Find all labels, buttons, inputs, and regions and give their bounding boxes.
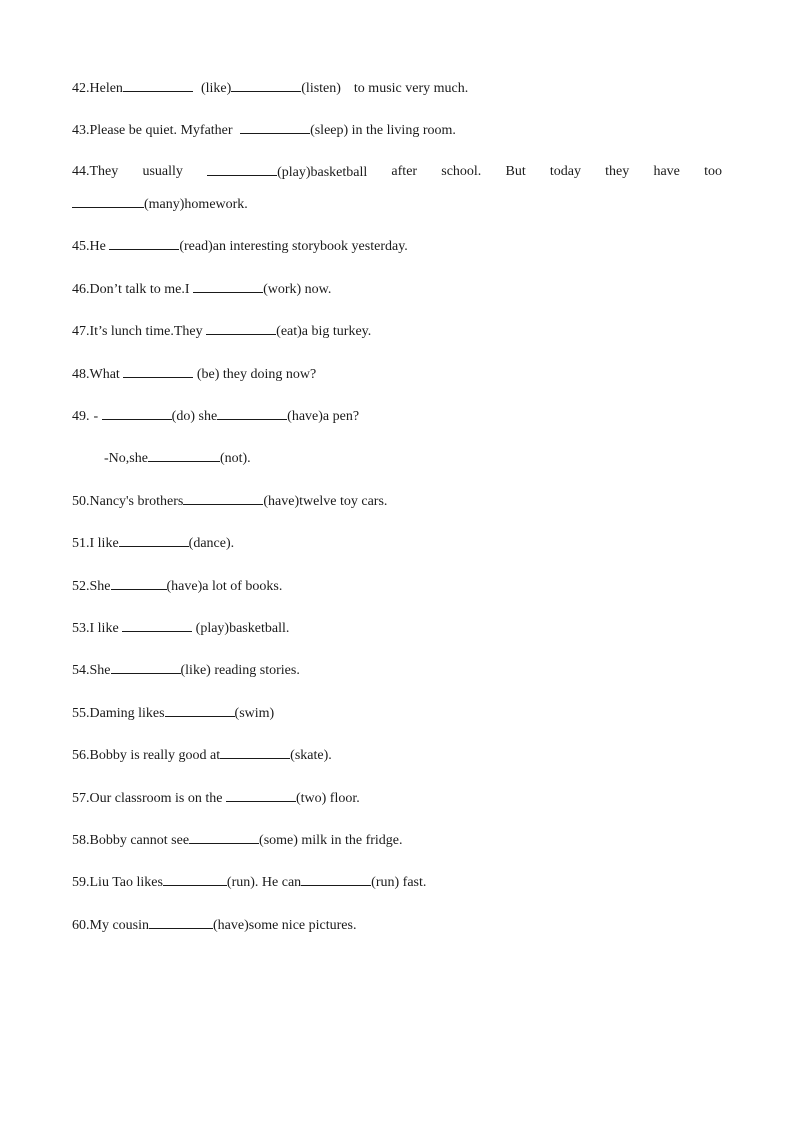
exercise-text: (some) milk in the fridge. — [259, 833, 403, 848]
exercise-text: (swim) — [234, 706, 275, 721]
exercise-text: (many)homework. — [144, 197, 248, 212]
exercise-text: too — [704, 164, 722, 179]
exercise-number: 42. — [72, 81, 90, 96]
exercise-44 — [72, 163, 722, 182]
exercise-text: (dance). — [188, 536, 235, 551]
exercise-text: She — [89, 663, 111, 678]
exercise-59 — [72, 873, 426, 892]
exercise-52 — [72, 577, 282, 596]
exercise-text: - — [93, 409, 102, 424]
exercise-text: (have)twelve toy cars. — [263, 494, 388, 509]
exercise-text: (skate). — [290, 748, 332, 763]
exercise-44-continued — [72, 195, 248, 214]
exercise-47 — [72, 322, 371, 341]
answer-blank[interactable] — [109, 237, 179, 250]
answer-blank[interactable] — [193, 280, 263, 293]
exercise-text: (sleep) in the living room. — [310, 123, 456, 138]
exercise-text: Helen — [89, 81, 123, 96]
exercise-49-answer — [104, 449, 251, 468]
answer-blank[interactable] — [165, 704, 235, 717]
exercise-text: Our classroom is on the — [89, 791, 226, 806]
exercise-43 — [72, 121, 456, 140]
exercise-text: usually — [142, 164, 183, 179]
exercise-45 — [72, 237, 408, 256]
exercise-text: (read)an interesting storybook yesterday. — [179, 239, 408, 254]
exercise-text: It’s lunch time.They — [89, 324, 207, 339]
answer-blank[interactable] — [72, 195, 144, 208]
exercise-text: (eat)a big turkey. — [276, 324, 372, 339]
exercise-text: (work) now. — [263, 282, 332, 297]
exercise-text: (listen) — [301, 81, 341, 96]
answer-blank[interactable] — [220, 746, 290, 759]
exercise-text: He — [89, 239, 110, 254]
exercise-text: (have)a pen? — [287, 409, 360, 424]
exercise-number: 50. — [72, 494, 90, 509]
exercise-text: Bobby is really good at — [89, 748, 221, 763]
exercise-text: to music very much. — [353, 81, 469, 96]
exercise-57 — [72, 789, 360, 808]
exercise-text: They — [89, 164, 119, 179]
exercise-number: 45. — [72, 239, 90, 254]
answer-blank[interactable] — [240, 121, 310, 134]
exercise-number: 56. — [72, 748, 90, 763]
exercise-54 — [72, 661, 300, 680]
exercise-text: (be) they doing now? — [193, 367, 317, 382]
exercise-text: have — [653, 164, 680, 179]
exercise-number: 54. — [72, 663, 90, 678]
exercise-text: they — [605, 164, 630, 179]
exercise-text: Daming likes — [89, 706, 165, 721]
exercise-text: She — [89, 579, 111, 594]
exercise-number: 55. — [72, 706, 90, 721]
exercise-number: 43. — [72, 123, 90, 138]
exercise-text: (run) fast. — [371, 875, 427, 890]
answer-blank[interactable] — [119, 534, 189, 547]
answer-blank[interactable] — [231, 79, 301, 92]
exercise-number: 49. — [72, 409, 90, 424]
exercise-number: 57. — [72, 791, 90, 806]
exercise-number: 53. — [72, 621, 90, 636]
answer-blank[interactable] — [102, 407, 172, 420]
exercise-number: 46. — [72, 282, 90, 297]
answer-blank[interactable] — [206, 322, 276, 335]
exercise-text: (do) she — [171, 409, 218, 424]
answer-blank[interactable] — [123, 365, 193, 378]
exercise-number: 58. — [72, 833, 90, 848]
answer-blank[interactable] — [183, 492, 263, 505]
exercise-60 — [72, 916, 356, 935]
exercise-text: I like — [89, 621, 123, 636]
answer-blank[interactable] — [226, 789, 296, 802]
exercise-text: (run). He can — [226, 875, 302, 890]
exercise-text: What — [89, 367, 124, 382]
answer-blank[interactable] — [163, 873, 227, 886]
exercise-text: today — [549, 164, 581, 179]
exercise-text: (have)a lot of books. — [166, 579, 283, 594]
answer-blank[interactable] — [148, 449, 220, 462]
exercise-number: 52. — [72, 579, 90, 594]
answer-blank[interactable] — [111, 577, 167, 590]
exercise-text: school. — [441, 164, 482, 179]
exercise-53 — [72, 619, 289, 638]
exercise-text: after — [391, 164, 418, 179]
exercise-text: (play)basketball — [277, 165, 368, 180]
exercise-text: (have)some nice pictures. — [213, 918, 357, 933]
exercise-text: Nancy's brothers — [89, 494, 184, 509]
answer-blank[interactable] — [122, 619, 192, 632]
exercise-number: 47. — [72, 324, 90, 339]
exercise-number: 60. — [72, 918, 90, 933]
answer-blank[interactable] — [217, 407, 287, 420]
exercise-text: But — [505, 164, 526, 179]
exercise-50 — [72, 492, 387, 511]
exercise-text: -No,she — [104, 451, 148, 466]
exercise-text: (like) reading stories. — [180, 663, 300, 678]
exercise-number: 51. — [72, 536, 90, 551]
exercise-text: My cousin — [89, 918, 149, 933]
exercise-text: I like — [89, 536, 119, 551]
answer-blank[interactable] — [149, 916, 213, 929]
exercise-55 — [72, 704, 274, 723]
exercise-46 — [72, 280, 331, 299]
exercise-49 — [72, 407, 359, 426]
exercise-text: (not). — [219, 451, 251, 466]
exercise-number: 59. — [72, 875, 90, 890]
exercise-number: 48. — [72, 367, 90, 382]
exercise-text: (play)basketball. — [192, 621, 290, 636]
exercise-number: 44. — [72, 164, 90, 179]
exercise-42 — [72, 79, 468, 98]
answer-blank[interactable] — [207, 163, 277, 176]
answer-blank[interactable] — [301, 873, 371, 886]
exercise-58 — [72, 831, 403, 850]
exercise-text: Please be quiet. Myfather — [89, 123, 237, 138]
answer-blank[interactable] — [111, 661, 181, 674]
exercise-text: Bobby cannot see — [89, 833, 190, 848]
exercise-56 — [72, 746, 332, 765]
exercise-text: Liu Tao likes — [89, 875, 163, 890]
exercise-48 — [72, 365, 316, 384]
answer-blank[interactable] — [123, 79, 193, 92]
exercise-text: (like) — [200, 81, 232, 96]
exercise-text: (two) floor. — [295, 791, 360, 806]
exercise-51 — [72, 534, 234, 553]
exercise-text: Don’t talk to me.I — [89, 282, 194, 297]
answer-blank[interactable] — [189, 831, 259, 844]
